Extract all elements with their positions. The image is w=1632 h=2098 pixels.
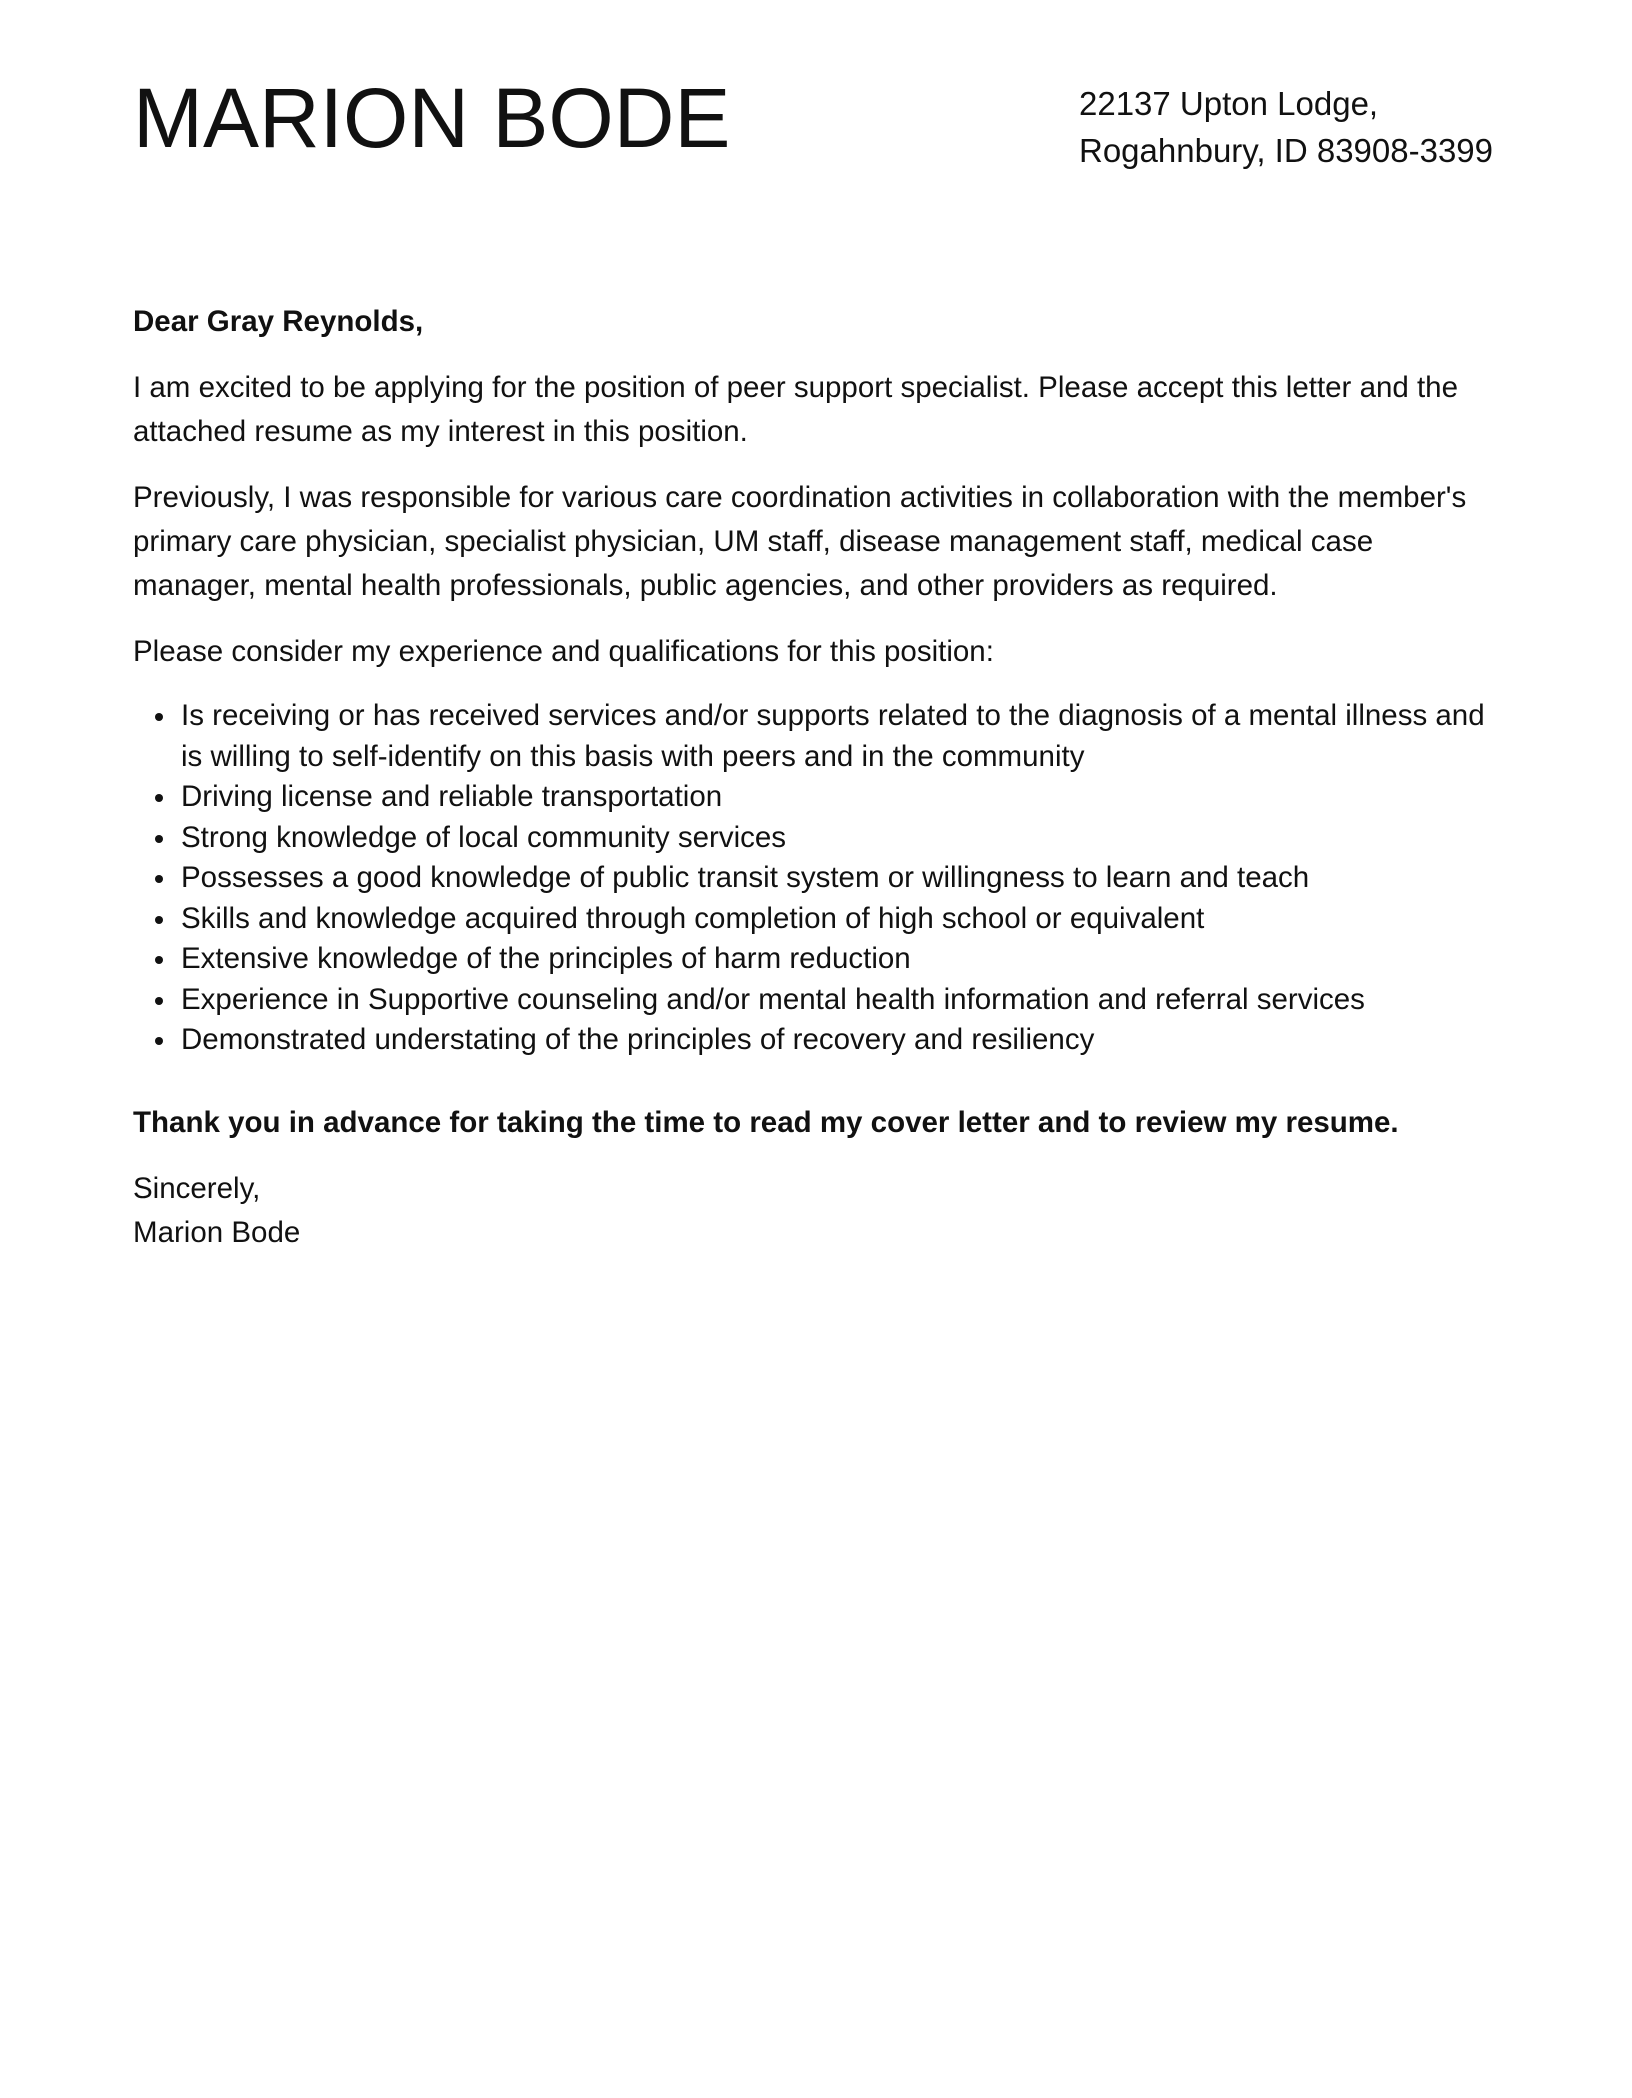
list-item: Extensive knowledge of the principles of harm reduction [181, 939, 1499, 980]
list-item: Demonstrated understating of the principles of recovery and resiliency [181, 1020, 1499, 1061]
list-item: Experience in Supportive counseling and/or mental health information and referral services [181, 980, 1499, 1021]
intro-paragraph: I am excited to be applying for the position of peer support specialist. Please accept this letter and the attached resume as my interest in this position. [133, 371, 1458, 448]
applicant-name: MARION BODE [133, 71, 731, 165]
address-line-2: Rogahnbury, ID 83908-3399 [1079, 132, 1494, 169]
list-item: Strong knowledge of local community services [181, 818, 1499, 859]
letter-header [133, 0, 1499, 300]
list-item: Driving license and reliable transportation [181, 777, 1499, 818]
signature-name: Marion Bode [133, 1215, 301, 1249]
address-line-1: 22137 Upton Lodge, [1079, 85, 1379, 122]
closing-phrase: Sincerely, [133, 1171, 261, 1205]
qualifications-intro: Please consider my experience and qualifications for this position: [133, 635, 994, 668]
list-item: Possesses a good knowledge of public transit system or willingness to learn and teach [181, 858, 1499, 899]
salutation: Dear Gray Reynolds, [133, 305, 424, 338]
applicant-address [1079, 80, 1499, 174]
letter-body [133, 300, 1499, 1255]
experience-paragraph: Previously, I was responsible for various care coordination activities in collaboration with the member's primary care physician, specialist physician, UM staff, disease management staff, medical case manager, mental health professionals, public agencies, and other providers as required. [133, 481, 1467, 602]
thanks-paragraph: Thank you in advance for taking the time to read my cover letter and to review my resume. [133, 1105, 1399, 1139]
list-item: Skills and knowledge acquired through completion of high school or equivalent [181, 899, 1499, 940]
list-item: Is receiving or has received services and/or supports related to the diagnosis of a mental illness and is willing to self-identify on this basis with peers and in the community [181, 696, 1499, 777]
qualifications-list [133, 696, 1499, 1061]
closing-block [133, 1167, 1499, 1255]
